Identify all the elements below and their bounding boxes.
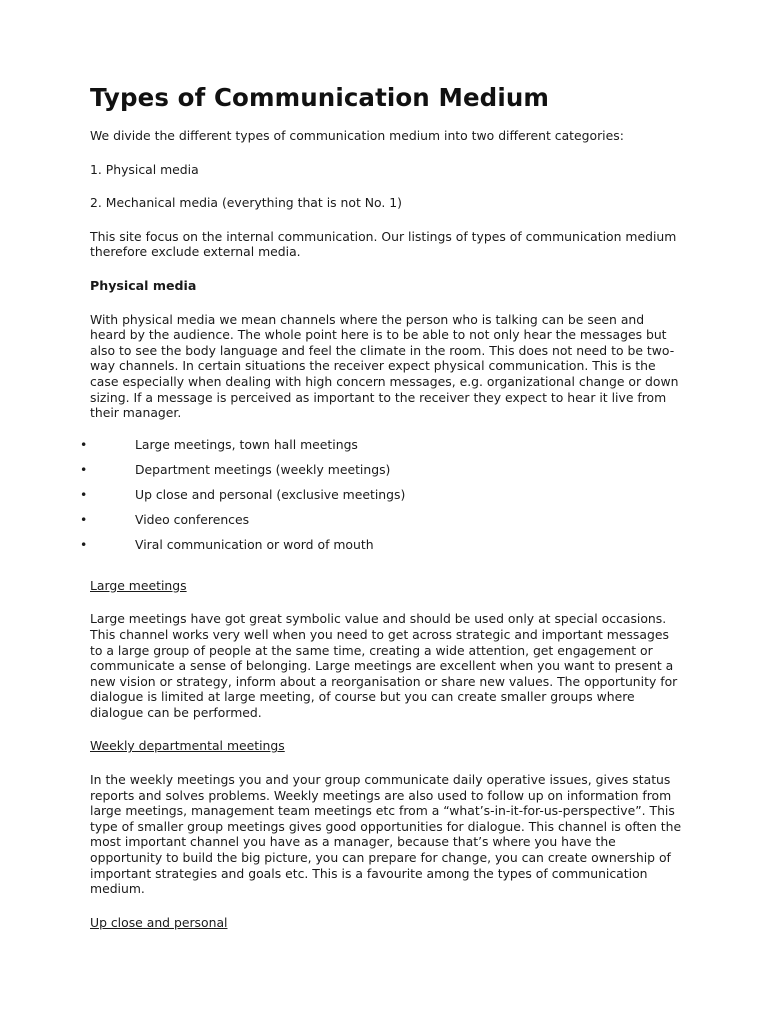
category-item-physical: 1. Physical media <box>90 161 199 177</box>
bullet-icon: • <box>80 511 88 527</box>
list-item-text: Up close and personal (exclusive meetings) <box>135 486 406 502</box>
large-meetings-paragraph: Large meetings have got great symbolic value and should be used only at special occasions. This channel works very well when you need to get across strategic and important messages to a large group of people at the same time, creating a wide attention, get engagement or communicate a sense of belonging. Large meetings are excellent when you want to present a new vision or strategy, inform about a reorganisation or share new values. The opportunity for dialogue is limited at large meeting, of course but you can create smaller groups where dialogue can be performed. <box>90 611 678 720</box>
list-item-text: Department meetings (weekly meetings) <box>135 461 391 477</box>
document-page <box>80 82 682 948</box>
intro-paragraph: We divide the different types of communication medium into two different categories: <box>90 128 624 143</box>
list-item <box>80 511 682 537</box>
section-heading-physical-media: Physical media <box>90 277 197 293</box>
channel-bullet-list <box>80 436 682 562</box>
page-title: Types of Communication Medium <box>90 83 549 112</box>
list-item-text: Viral communication or word of mouth <box>135 536 374 552</box>
bullet-icon: • <box>80 436 88 452</box>
list-item <box>80 461 682 487</box>
list-item-text: Video conferences <box>135 511 250 527</box>
list-item <box>80 536 682 562</box>
section-heading-up-close: Up close and personal <box>90 914 228 930</box>
section-heading-weekly-meetings: Weekly departmental meetings <box>90 738 285 754</box>
category-item-mechanical: 2. Mechanical media (everything that is not No. 1) <box>90 195 402 211</box>
physical-media-paragraph: With physical media we mean channels where the person who is talking can be seen and heard by the audience. The whole point here is to be able to not only hear the messages but also to see the body language and feel the climate in the room. This does not need to be two-way channels. In certain situations the receiver expect physical communication. This is the case especially when dealing with high concern messages, e.g. organizational change or down sizing. If a message is perceived as important to the receiver they expect to hear it live from their manager. <box>90 311 679 421</box>
bullet-icon: • <box>80 536 88 552</box>
weekly-meetings-paragraph: In the weekly meetings you and your group communicate daily operative issues, gives status reports and solves problems. Weekly meetings are also used to follow up on information from large meetings, management team meetings etc from a “what’s-in-it-for-us-perspective”. This type of smaller group meetings gives good opportunities for dialogue. This channel is often the most important channel you have as a manager, because that’s where you have the opportunity to build the big picture, you can prepare for change, you can create ownership of important strategies and goals etc. This is a favourite among the types of communication medium. <box>90 772 682 897</box>
focus-note-paragraph: This site focus on the internal communication. Our listings of types of communication medium therefore exclude external media. <box>90 228 677 260</box>
bullet-icon: • <box>80 461 88 477</box>
list-item <box>80 436 682 462</box>
bullet-icon: • <box>80 486 88 502</box>
section-heading-large-meetings: Large meetings <box>90 577 187 593</box>
list-item-text: Large meetings, town hall meetings <box>135 436 358 452</box>
list-item <box>80 486 682 512</box>
